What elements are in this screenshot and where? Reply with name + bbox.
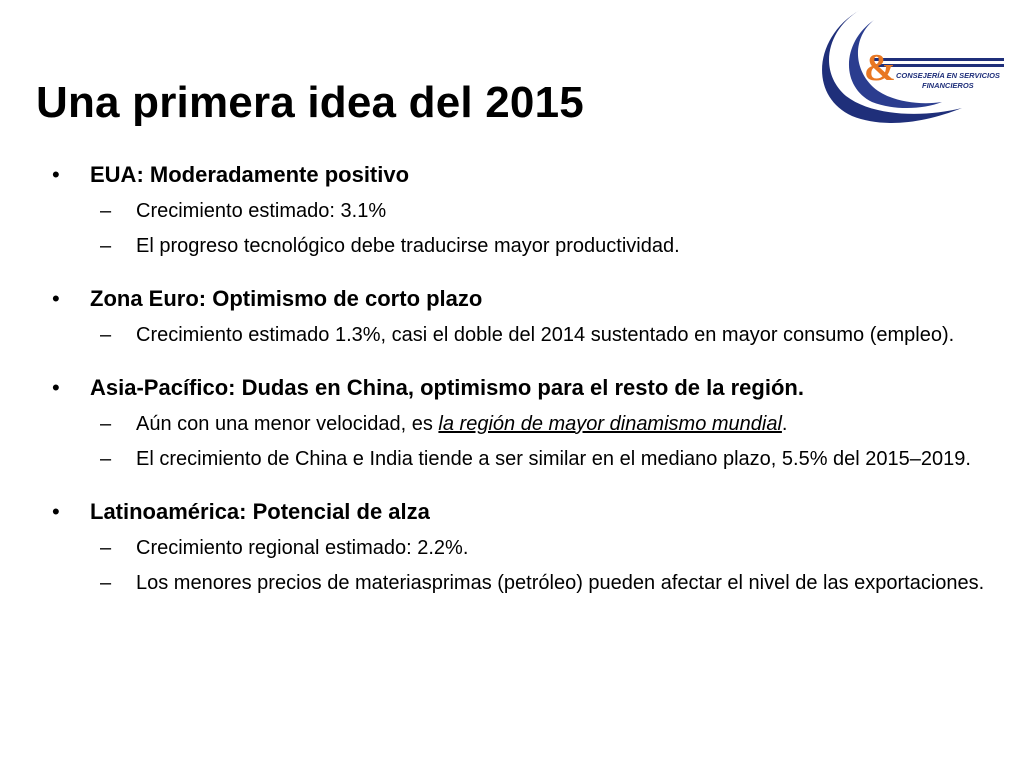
- bullet-marker: •: [52, 499, 60, 524]
- dash-marker: –: [100, 235, 112, 257]
- dash-marker: –: [100, 448, 112, 470]
- dash-marker: –: [100, 537, 112, 559]
- logo-text-line2: FINANCIEROS: [922, 81, 974, 90]
- dash-marker: –: [100, 324, 112, 346]
- logo-text-line1: CONSEJERÍA EN SERVICIOS: [896, 71, 1000, 80]
- sub-bullet: – Crecimiento estimado: 3.1%: [52, 198, 992, 225]
- bullet-group-zona-euro: [52, 284, 992, 349]
- sub-bullet: – Los menores precios de materiasprimas (petróleo) pueden afectar el nivel de las exportaciones.: [52, 570, 992, 597]
- slide-title: Una primera idea del 2015: [36, 78, 584, 127]
- bullet-list: [52, 160, 992, 597]
- company-logo: [812, 6, 1012, 126]
- bullet-group-asia-pacifico: [52, 373, 992, 473]
- bullet-heading: • Asia-Pacífico: Dudas en China, optimismo para el resto de la región.: [52, 373, 992, 403]
- sub-bullet: – Crecimiento regional estimado: 2.2%.: [52, 535, 992, 562]
- bullet-heading: • EUA: Moderadamente positivo: [52, 160, 992, 190]
- sub-bullet: – El progreso tecnológico debe traducirse mayor productividad.: [52, 233, 992, 260]
- bullet-heading: • Zona Euro: Optimismo de corto plazo: [52, 284, 992, 314]
- bullet-heading: • Latinoamérica: Potencial de alza: [52, 497, 992, 527]
- dash-marker: –: [100, 200, 112, 222]
- dash-marker: –: [100, 413, 112, 435]
- bullet-group-latinoamerica: [52, 497, 992, 597]
- logo-ampersand: &: [864, 47, 896, 89]
- bullet-marker: •: [52, 375, 60, 400]
- bullet-group-eua: [52, 160, 992, 260]
- sub-bullet: – Aún con una menor velocidad, es la región de mayor dinamismo mundial.: [52, 411, 992, 438]
- sub-bullet: – El crecimiento de China e India tiende a ser similar en el mediano plazo, 5.5% del 2015–2019.: [52, 446, 992, 473]
- emphasized-text: la región de mayor dinamismo mundial: [438, 413, 782, 435]
- bullet-marker: •: [52, 286, 60, 311]
- bullet-marker: •: [52, 162, 60, 187]
- sub-bullet: – Crecimiento estimado 1.3%, casi el doble del 2014 sustentado en mayor consumo (empleo).: [52, 322, 992, 349]
- dash-marker: –: [100, 572, 112, 594]
